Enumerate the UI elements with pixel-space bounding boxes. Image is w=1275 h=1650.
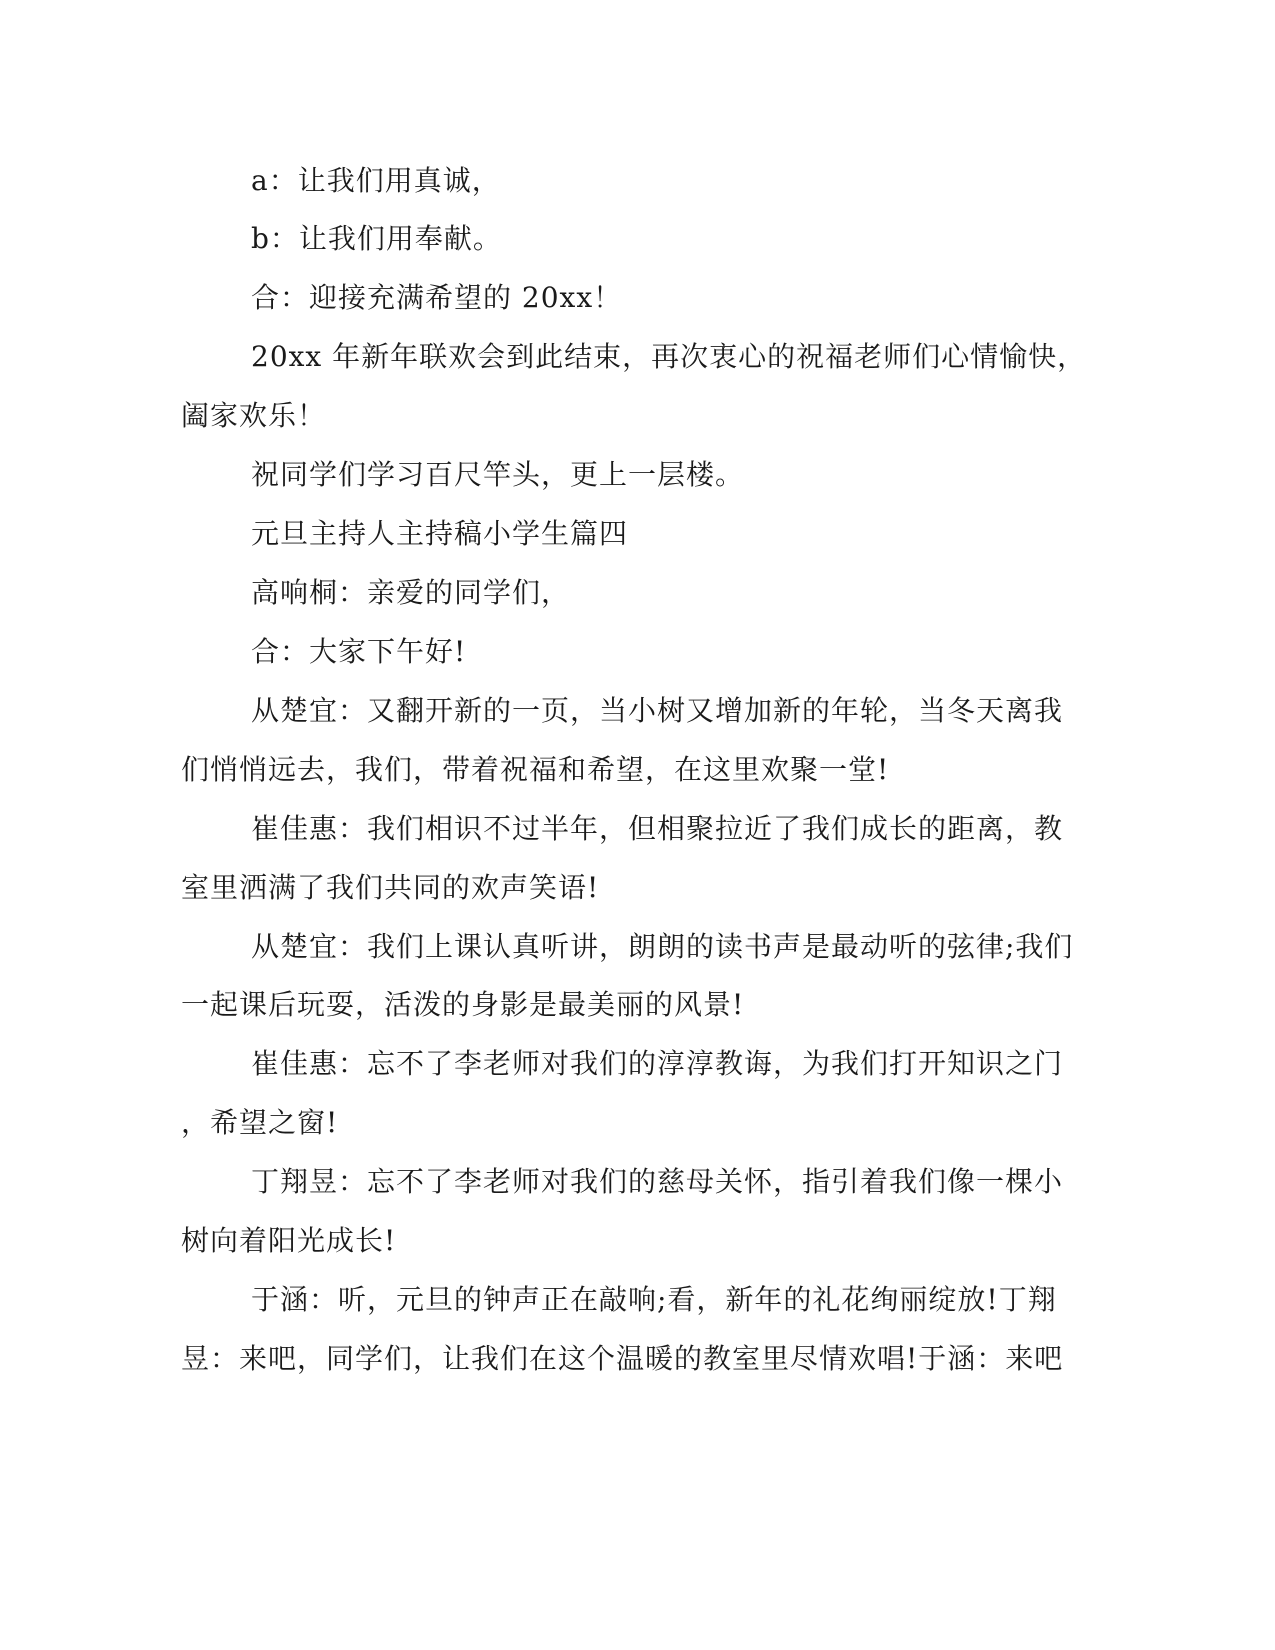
text-line: ，希望之窗! (181, 1106, 339, 1139)
text-line: 20xx 年新年联欢会到此结束，再次衷心的祝福老师们心情愉快， (251, 340, 1087, 373)
text-line: 于涵：听，元旦的钟声正在敲响;看，新年的礼花绚丽绽放!丁翔 (251, 1283, 1057, 1316)
text-line: 昱：来吧，同学们，让我们在这个温暖的教室里尽情欢唱!于涵：来吧 (181, 1342, 1064, 1375)
text-line: 们悄悄远去，我们，带着祝福和希望，在这里欢聚一堂! (181, 753, 890, 786)
section-heading: 元旦主持人主持稿小学生篇四 (251, 517, 629, 550)
text-line: 崔佳惠：我们相识不过半年，但相聚拉近了我们成长的距离，教 (251, 812, 1064, 845)
text-line: 阖家欢乐！ (181, 399, 327, 432)
text-line: b：让我们用奉献。 (251, 222, 502, 255)
text-line: a：让我们用真诚， (251, 164, 501, 197)
text-line: 合：迎接充满希望的 20xx！ (251, 281, 623, 314)
text-line: 从楚宜：我们上课认真听讲，朗朗的读书声是最动听的弦律;我们 (251, 930, 1074, 963)
text-line: 一起课后玩耍，活泼的身影是最美丽的风景! (181, 988, 745, 1021)
text-line: 从楚宜：又翻开新的一页，当小树又增加新的年轮，当冬天离我 (251, 694, 1064, 727)
text-line: 合：大家下午好! (251, 635, 467, 668)
text-line: 高响桐：亲爱的同学们， (251, 576, 571, 609)
text-line: 祝同学们学习百尺竿头，更上一层楼。 (251, 458, 745, 491)
text-line: 丁翔昱：忘不了李老师对我们的慈母关怀，指引着我们像一棵小 (251, 1165, 1064, 1198)
text-line: 室里洒满了我们共同的欢声笑语! (181, 871, 600, 904)
text-line: 崔佳惠：忘不了李老师对我们的淳淳教诲，为我们打开知识之门 (251, 1047, 1064, 1080)
text-line: 树向着阳光成长! (181, 1224, 397, 1257)
